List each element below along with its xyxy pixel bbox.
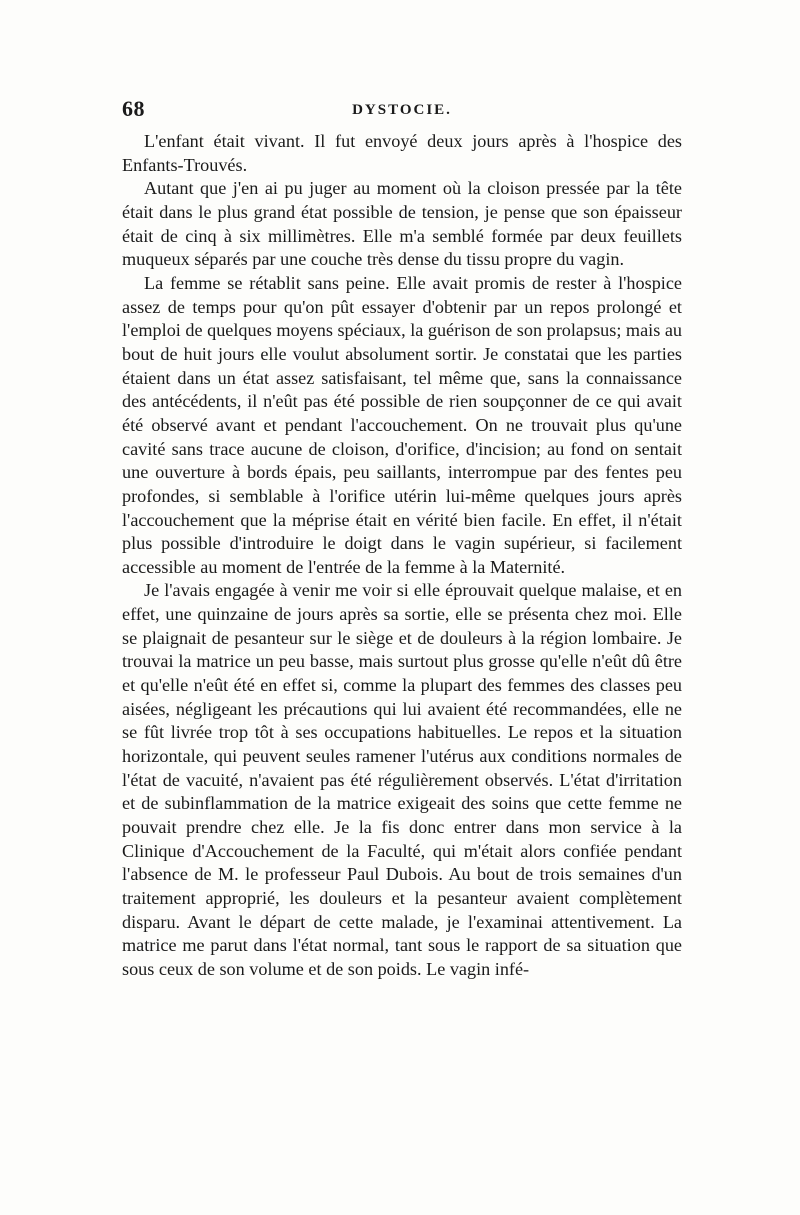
running-title: DYSTOCIE. — [352, 102, 452, 118]
page-header — [122, 96, 682, 124]
paragraph-1: L'enfant était vivant. Il fut envoyé deux jours après à l'hospice des Enfants-Trouvés. — [122, 131, 682, 175]
page-number: 68 — [122, 96, 145, 121]
body-text — [122, 130, 682, 982]
paragraph-2: Autant que j'en ai pu juger au moment où la cloison pressée par la tête était dans le plus grand état possible de tension, je pense que son épaisseur était de cinq à six millimètres. Elle m'a semblé formée par deux feuillets muqueux séparés par une couche très dense du tissu propre du vagin. — [122, 178, 682, 270]
paragraph-3: La femme se rétablit sans peine. Elle avait promis de rester à l'hospice assez de temps pour qu'on pût essayer d'obtenir par un repos prolongé et l'emploi de quelques moyens spéciaux, la guérison de son prolapsus; mais au bout de huit jours elle voulut absolument sortir. Je constatai que les parties étaient dans un état assez satisfaisant, tel même que, sans la connaissance des antécédents, il n'eût pas été possible de rien soupçonner de ce qui avait été observé avant et pendant l'accouchement. On ne trouvait plus qu'une cavité sans trace aucune de cloison, d'orifice, d'incision; au fond on sentait une ouverture à bords épais, peu saillants, interrompue par des fentes peu profondes, si semblable à l'orifice utérin lui-même quelques jours après l'accouchement que la méprise était en vérité bien facile. En effet, il n'était plus possible d'introduire le doigt dans le vagin supérieur, si facilement accessible au moment de l'entrée de la femme à la Maternité. — [122, 272, 682, 577]
paragraph-4: Je l'avais engagée à venir me voir si elle éprouvait quelque malaise, et en effet, une quinzaine de jours après sa sortie, elle se présenta chez moi. Elle se plaignait de pesanteur sur le siège et de douleurs à la région lombaire. Je trouvai la matrice un peu basse, mais surtout plus grosse qu'elle n'eût dû être et qu'elle n'eût été en effet si, comme la plupart des femmes des classes peu aisées, négligeant les précautions qui lui avaient été recommandées, elle ne se fût livrée trop tôt à ses occupations habituelles. Le repos et la situation horizontale, qui peuvent seules ramener l'utérus aux conditions normales de l'état de vacuité, n'avaient pas été régulièrement observés. L'état d'irritation et de subinflammation de la matrice exigeait des soins que cette femme ne pouvait prendre chez elle. Je la fis donc entrer dans mon service à la Clinique d'Accouchement de la Faculté, qui m'était alors confiée pendant l'absence de M. le professeur Paul Dubois. Au bout de trois semaines d'un traitement approprié, les douleurs et la pesanteur avaient complètement disparu. Avant le départ de cette malade, je l'examinai attentivement. La matrice me parut dans l'état normal, tant sous le rapport de sa situation que sous ceux de son volume et de son poids. Le vagin infé- — [122, 580, 682, 979]
